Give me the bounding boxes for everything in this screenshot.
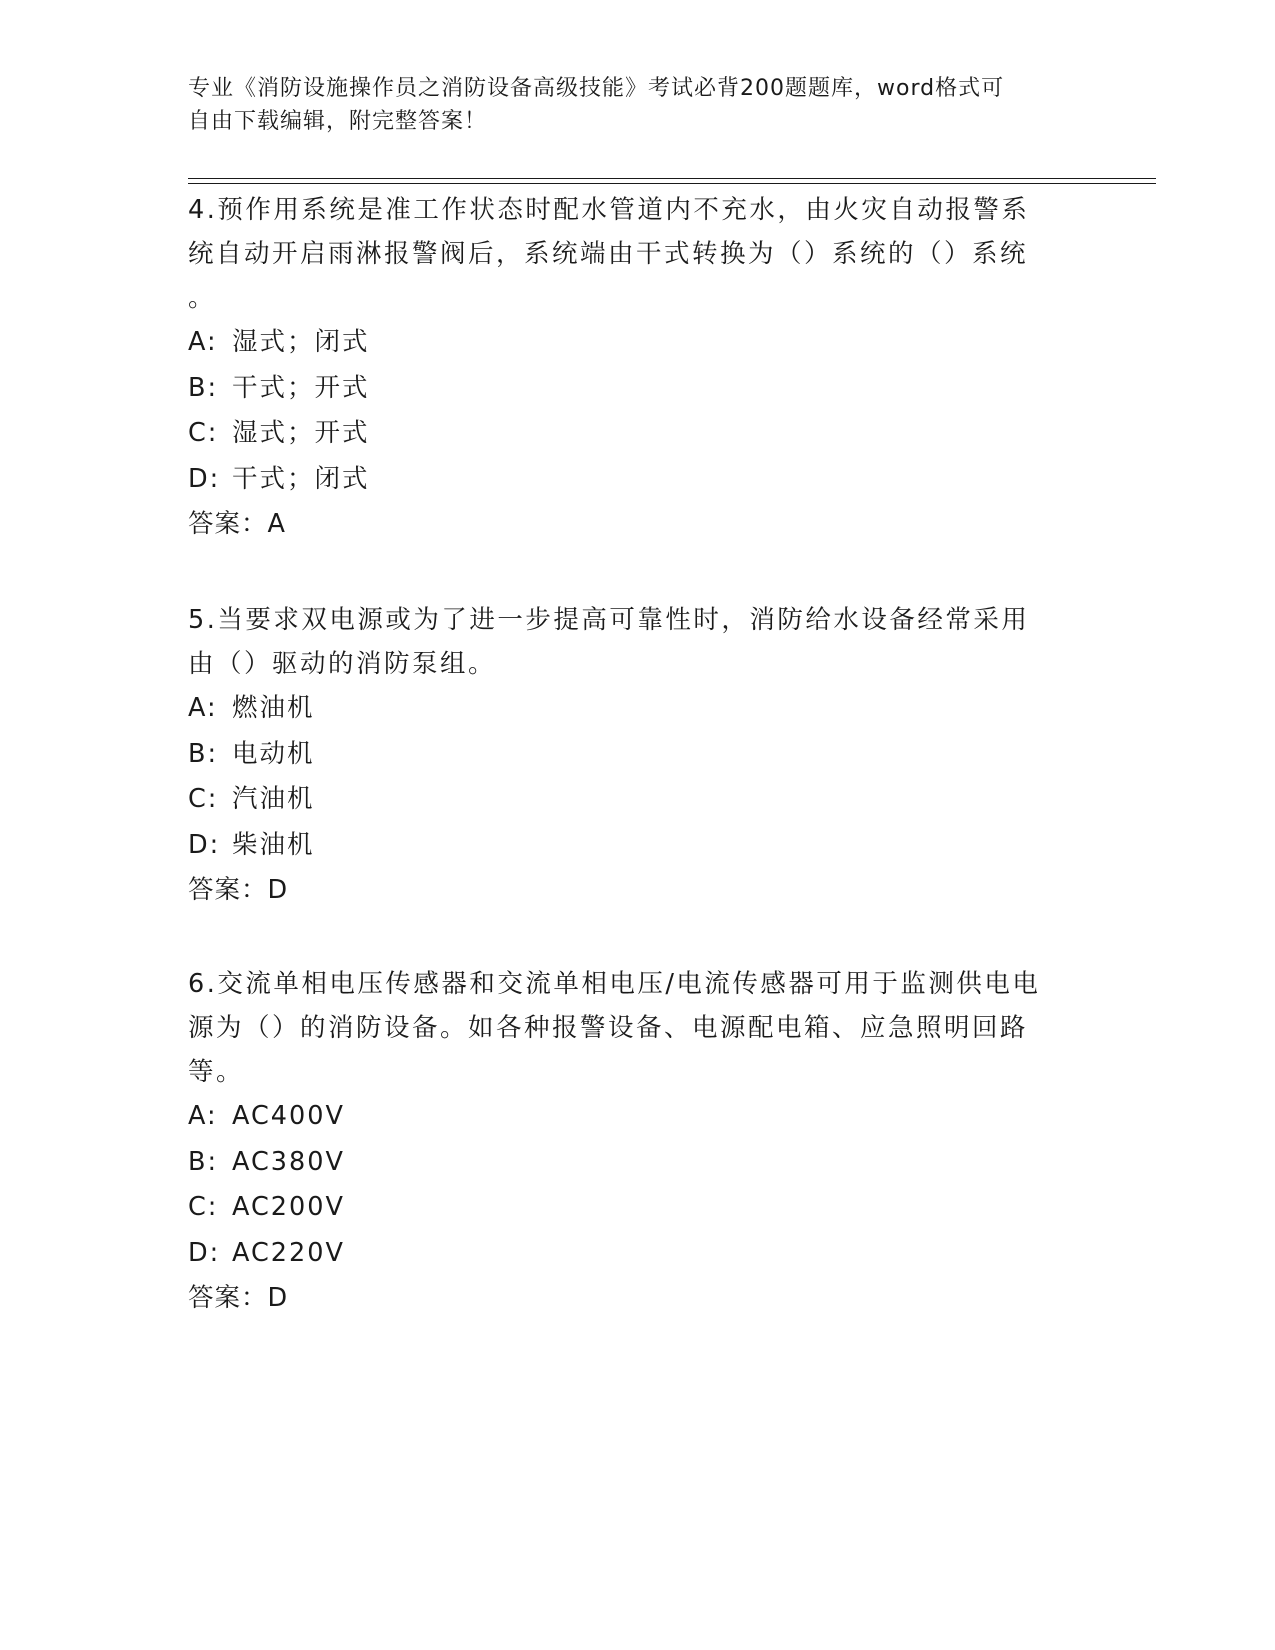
option-text: 柴油机 xyxy=(232,829,315,860)
answer-line: 答案：A xyxy=(188,509,286,539)
stem-line: 。 xyxy=(188,283,217,313)
option-a xyxy=(188,686,1088,732)
option-b xyxy=(188,1140,1088,1186)
stem-line: 等。 xyxy=(188,1057,245,1087)
option-label: C: xyxy=(188,1192,219,1222)
option-text: 电动机 xyxy=(232,738,315,769)
stem-line: 5.当要求双电源或为了进一步提高可靠性时，消防给水设备经常采用 xyxy=(188,605,1030,635)
option-c xyxy=(188,411,1088,457)
answer-line: 答案：D xyxy=(188,875,289,905)
question-stem xyxy=(188,962,1088,1094)
stem-line: 6.交流单相电压传感器和交流单相电压/电流传感器可用于监测供电电 xyxy=(188,969,1041,999)
option-label: D: xyxy=(188,829,221,860)
option-label: A: xyxy=(188,693,218,723)
option-text: 汽油机 xyxy=(232,784,315,814)
question-stem xyxy=(188,188,1088,320)
option-text: AC220V xyxy=(232,1237,345,1268)
option-text: 湿式；开式 xyxy=(232,418,370,448)
option-text: 干式；闭式 xyxy=(232,463,370,494)
option-text: AC380V xyxy=(232,1146,345,1177)
header-line-2: 自由下载编辑，附完整答案！ xyxy=(188,109,488,134)
question-6 xyxy=(188,962,1088,1321)
option-text: AC400V xyxy=(232,1101,345,1131)
header-divider-bottom xyxy=(188,183,1156,184)
option-c xyxy=(188,1185,1088,1231)
header-line-1: 专业《消防设施操作员之消防设备高级技能》考试必背200题题库，word格式可 xyxy=(188,76,1005,101)
option-label: B: xyxy=(188,372,219,403)
option-label: B: xyxy=(188,738,219,769)
option-label: C: xyxy=(188,418,219,448)
question-5 xyxy=(188,598,1088,913)
stem-line: 由（）驱动的消防泵组。 xyxy=(188,649,497,679)
option-label: A: xyxy=(188,327,218,357)
option-b xyxy=(188,366,1088,412)
option-text: 干式；开式 xyxy=(232,372,370,403)
option-text: 燃油机 xyxy=(232,693,315,723)
option-c xyxy=(188,777,1088,823)
option-d xyxy=(188,1231,1088,1277)
stem-line: 统自动开启雨淋报警阀后，系统端由干式转换为（）系统的（）系统 xyxy=(188,239,1029,269)
stem-line: 源为（）的消防设备。如各种报警设备、电源配电箱、应急照明回路 xyxy=(188,1013,1029,1043)
option-label: D: xyxy=(188,1237,221,1268)
option-label: B: xyxy=(188,1146,219,1177)
document-header xyxy=(188,72,1068,138)
option-label: D: xyxy=(188,463,221,494)
option-a xyxy=(188,1094,1088,1140)
option-text: 湿式；闭式 xyxy=(232,327,370,357)
option-a xyxy=(188,320,1088,366)
answer-line: 答案：D xyxy=(188,1283,289,1313)
option-label: A: xyxy=(188,1101,218,1131)
option-d xyxy=(188,823,1088,869)
question-stem xyxy=(188,598,1088,686)
option-label: C: xyxy=(188,784,219,814)
stem-line: 4.预作用系统是准工作状态时配水管道内不充水，由火灾自动报警系 xyxy=(188,195,1030,225)
question-4 xyxy=(188,188,1088,547)
option-text: AC200V xyxy=(232,1192,345,1222)
option-b xyxy=(188,732,1088,778)
option-d xyxy=(188,457,1088,503)
header-divider-top xyxy=(188,178,1156,179)
